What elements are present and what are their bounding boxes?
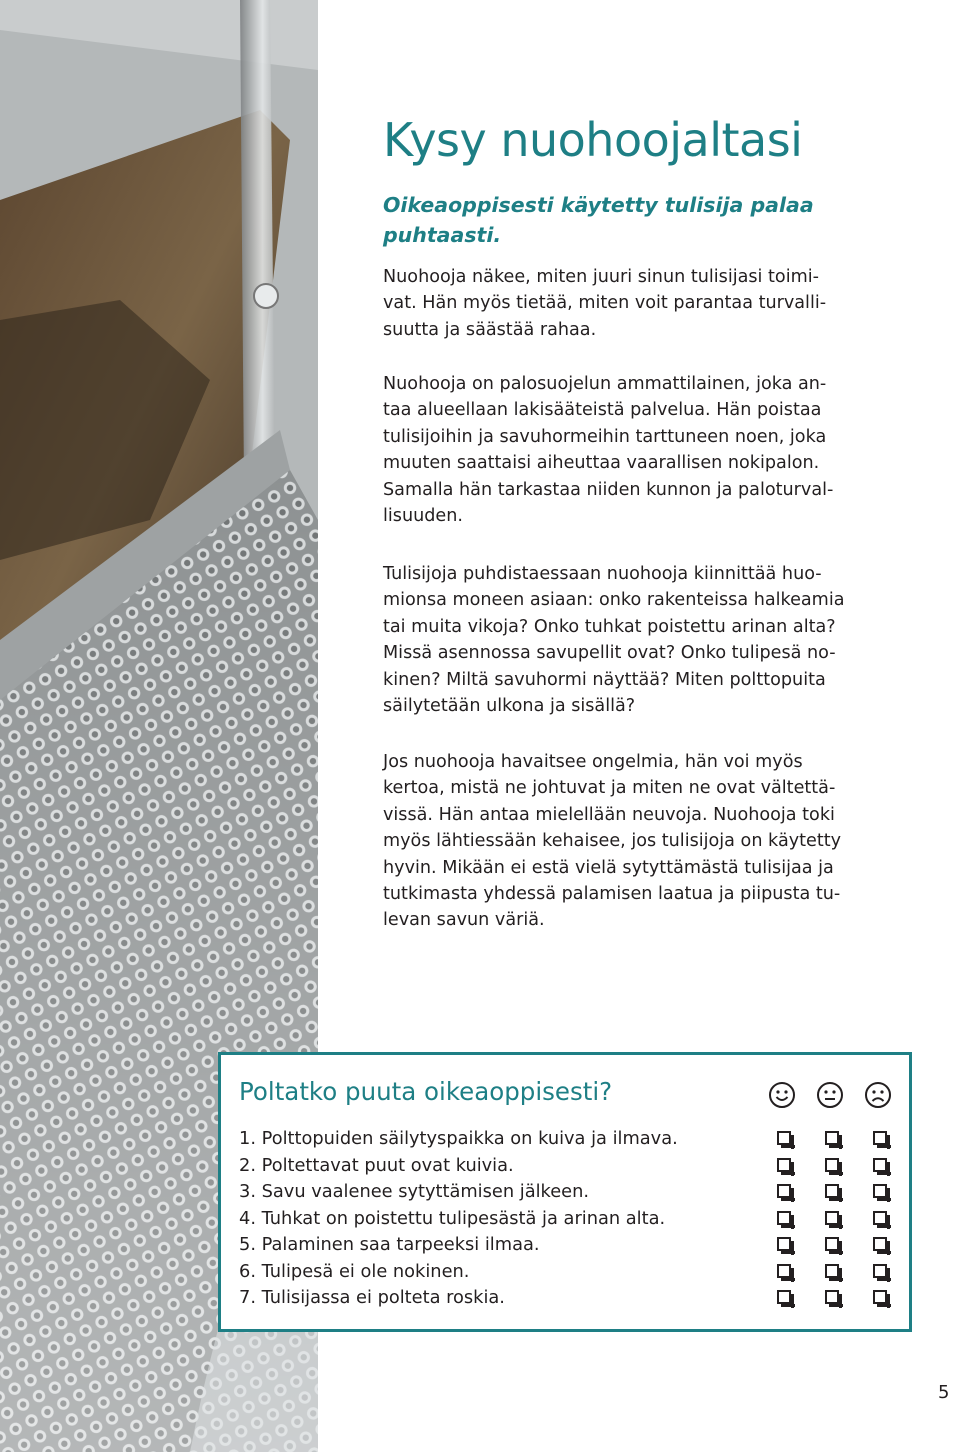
neutral-face-icon xyxy=(816,1081,844,1109)
checkbox-neutral[interactable] xyxy=(825,1290,839,1304)
lead-line: Oikeaoppisesti käytetty tulisija palaa xyxy=(383,193,814,217)
checkbox-neutral[interactable] xyxy=(825,1131,839,1145)
checkbox-good[interactable] xyxy=(777,1290,791,1304)
checkbox-bad[interactable] xyxy=(873,1237,887,1251)
checkbox-neutral[interactable] xyxy=(825,1158,839,1172)
checkbox-neutral[interactable] xyxy=(825,1237,839,1251)
body-paragraph-3 xyxy=(383,561,903,719)
text-line: vat. Hän myös tietää, miten voit parantaa turvalli- xyxy=(383,293,827,314)
text-line: tulisijoihin ja savuhormeihin tarttuneen noen, joka xyxy=(383,426,827,447)
text-line: Nuohooja on palosuojelun ammattilainen, joka an- xyxy=(383,374,827,394)
quiz-item-label: 7. Tulisijassa ei polteta roskia. xyxy=(239,1287,505,1308)
checkbox-good[interactable] xyxy=(777,1131,791,1145)
quiz-box xyxy=(218,1052,912,1332)
checkbox-bad[interactable] xyxy=(873,1211,887,1225)
text-line: tutkimasta yhdessä palamisen laatua ja piipusta tu- xyxy=(383,884,841,905)
happy-face-icon xyxy=(768,1081,796,1109)
text-line: taa alueellaan lakisääteistä palvelua. Hän poistaa xyxy=(383,400,822,421)
text-line: Nuohooja näkee, miten juuri sinun tulisijasi toimi- xyxy=(383,267,819,287)
checkbox-bad[interactable] xyxy=(873,1264,887,1278)
text-line: lisuuden. xyxy=(383,506,463,527)
text-line: Jos nuohooja havaitsee ongelmia, hän voi myös xyxy=(383,752,803,772)
checkbox-good[interactable] xyxy=(777,1211,791,1225)
quiz-item-label: 2. Poltettavat puut ovat kuivia. xyxy=(239,1154,514,1176)
quiz-item-label: 1. Polttopuiden säilytyspaikka on kuiva ja ilmava. xyxy=(239,1128,678,1149)
checkbox-good[interactable] xyxy=(777,1237,791,1251)
checkbox-bad[interactable] xyxy=(873,1184,887,1198)
checkbox-bad[interactable] xyxy=(873,1290,887,1304)
checkbox-neutral[interactable] xyxy=(825,1264,839,1278)
quiz-item xyxy=(239,1285,899,1312)
sad-face-icon xyxy=(864,1081,892,1109)
quiz-item-label: 3. Savu vaalenee sytyttämisen jälkeen. xyxy=(239,1181,589,1202)
quiz-item-label: 4. Tuhkat on poistettu tulipesästä ja arinan alta. xyxy=(239,1207,666,1229)
body-paragraph-2 xyxy=(383,371,903,529)
text-line: levan savun väriä. xyxy=(383,910,545,931)
quiz-item xyxy=(239,1232,899,1259)
text-line: suutta ja säästää rahaa. xyxy=(383,319,597,340)
quiz-item xyxy=(239,1126,899,1153)
quiz-item-label: 5. Palaminen saa tarpeeksi ilmaa. xyxy=(239,1234,540,1255)
checkbox-neutral[interactable] xyxy=(825,1184,839,1198)
checkbox-good[interactable] xyxy=(777,1264,791,1278)
text-line: Samalla hän tarkastaa niiden kunnon ja paloturval- xyxy=(383,479,834,500)
checkbox-bad[interactable] xyxy=(873,1131,887,1145)
quiz-item xyxy=(239,1259,899,1286)
page-number: 5 xyxy=(938,1382,950,1403)
checkbox-good[interactable] xyxy=(777,1184,791,1198)
text-line: Missä asennossa savupellit ovat? Onko tulipesä no- xyxy=(383,643,836,664)
lead-text xyxy=(383,190,853,250)
quiz-item xyxy=(239,1206,899,1233)
checkbox-good[interactable] xyxy=(777,1158,791,1172)
quiz-item xyxy=(239,1153,899,1180)
body-paragraph-4 xyxy=(383,749,903,934)
lead-line: puhtaasti. xyxy=(383,223,502,247)
body-paragraph-1 xyxy=(383,264,903,343)
page-title: Kysy nuohoojaltasi xyxy=(383,113,803,167)
text-line: vissä. Hän antaa mielellään neuvoja. Nuohooja toki xyxy=(383,804,835,825)
text-line: Tulisijoja puhdistaessaan nuohooja kiinnittää huo- xyxy=(383,564,822,584)
checkbox-neutral[interactable] xyxy=(825,1211,839,1225)
text-line: mionsa moneen asiaan: onko rakenteissa halkeamia xyxy=(383,590,845,611)
text-line: hyvin. Mikään ei estä vielä sytyttämästä tulisijaa ja xyxy=(383,857,834,878)
text-line: säilytetään ulkona ja sisällä? xyxy=(383,696,636,717)
text-line: myös lähtiessään kehaisee, jos tulisijoja on käytetty xyxy=(383,831,842,852)
text-line: muuten saattaisi aiheuttaa vaarallisen nokipalon. xyxy=(383,453,820,474)
text-line: kertoa, mistä ne johtuvat ja miten ne ovat vältettä- xyxy=(383,778,836,799)
quiz-item xyxy=(239,1179,899,1206)
text-line: kinen? Miltä savuhormi näyttää? Miten polttopuita xyxy=(383,669,826,690)
quiz-title: Poltatko puuta oikeaoppisesti? xyxy=(239,1077,613,1106)
quiz-item-label: 6. Tulipesä ei ole nokinen. xyxy=(239,1260,470,1282)
checkbox-bad[interactable] xyxy=(873,1158,887,1172)
text-line: tai muita vikoja? Onko tuhkat poistettu arinan alta? xyxy=(383,616,836,637)
quiz-list xyxy=(239,1126,899,1312)
